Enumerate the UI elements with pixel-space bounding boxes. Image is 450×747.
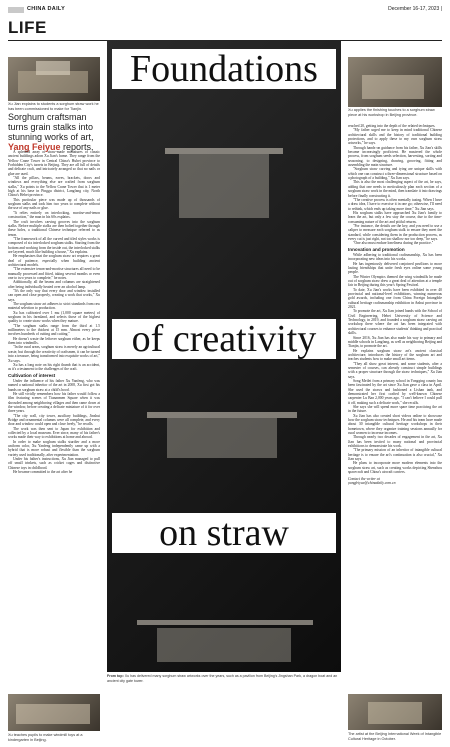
paragraph: Through hands-on guidance from his father, Xu Jian's skills became increasingly proficient. He mastered the whole process, from sorghum seeds selection, harvesting, sorting and seasoning, to designing, drawing, grooving, fitting and assembling the main structure. — [348, 145, 442, 168]
title-word-creativity: of creativity — [112, 319, 336, 359]
paragraph: He became committed to the art after he — [13, 470, 73, 475]
paragraph: In order to make sorghum stalks sturdier and a more uniform color, Xu Yanfeng independently came up with a hybrid that is more robust and flexible than the sorghum variety used traditionally, after experimentation. — [8, 439, 100, 457]
paper-name: CHINA DAILY — [27, 6, 66, 12]
paragraph: "The city wall, city tower, auxiliary buildings, Jinshui Bridge and ornamental columns were all complete, and every door and window could open and close freely," he recalls. — [8, 413, 100, 427]
paragraph: "The creative process is often mentally taxing. When I have a draw idea, I have to exercise it in one go; otherwise, I'll need to rethink, which ends up taking more time," Xu Jian says. — [348, 197, 442, 211]
article-headline — [8, 112, 100, 152]
caption-top-right: Xu applies the finishing touches to a sorghum straw piece at his workshop in Beijing province. — [348, 108, 435, 117]
paragraph: reached 20, getting into the depth of the related techniques. — [348, 124, 436, 128]
photo-kindergarten — [8, 694, 100, 731]
paragraph: To date, Xu Jian's works have been exhibited in over 40 provincial and national-level exhibitions, winning numerous gold awards, including one from China Foreign Intangible cultural heritage craftsmanship exhibition in Anhui province in 2021. — [348, 287, 442, 310]
caption-center-text: Xu has delivered many sorghum straw artworks over the years, such as a pavilion from Beijing's Jingshan Park, a dragon boat and an ancient city gate tower. — [107, 674, 338, 683]
paragraph: "For instance, the details are the key, and you need to use a caliper to measure each sorghum stalk to ensure they meet the standard, while considering them in the production process, as every cut is just right, not too shallow nor too deep," he says. — [348, 223, 442, 241]
caption-bottom-center — [107, 674, 341, 683]
paragraph: Xu Jian has also created short videos online to showcase how the sorghum straw techniques. He and his team have made about 30 intangible cultural heritage workshops in their hometown, where they organize training sessions annually for rural women to increase incomes. — [348, 413, 442, 436]
paragraph: Xu has cultivated over 1 mu (1,000 square meters) of sorghum in his farmland, and selects those of the highest quality to create straw works when they mature. — [8, 310, 100, 324]
paragraph: He emphasizes that the sorghum straw art requires a great deal of patience, especially when building ancient architectural models. — [8, 254, 100, 267]
paragraph: "The framework of all the curved and tiled styles works is composed of six interlocked sorghum stalks. Starting from the bottom and working from the inside out, the interlocked stalks are layered, much like building a house," Xu explains. — [8, 236, 100, 254]
contact-label: Contact the writer at — [348, 476, 380, 481]
paragraph: This is also the most challenging aspect of the art, he says, adding that one needs to meticulously plan each section of a sorghum straw work in the mind, then translate it into drawings before finally constructing it. — [348, 180, 442, 198]
paragraph: "They all show great interest, and some students, after a semester of courses, can already construct simple buildings with a proper structure through the straw techniques," Xu Jian says. — [348, 361, 442, 379]
paragraph: "In the rural areas, sorghum straw is merely an agricultural waste, but through the creativity of craftsmen, it can be turned into a treasure, being transformed into exquisite works of art," Xu says. — [8, 345, 100, 363]
paragraph: "The extensive tenon-and-mortise structures all need to be manually processed and fitted, taking several months or even one to two years to complete," he notes. — [8, 267, 100, 280]
paragraph: He has ingeniously delivered conjoined pavilions to more lasting friendships that unite fresh eyes online some young people. — [348, 261, 442, 275]
title-word-straw: on straw — [112, 513, 336, 553]
section-title: LIFE — [8, 18, 47, 37]
photo-workshop — [348, 57, 442, 107]
paragraph: "It's the only way that every door and window installed can open and close properly, creating a work that works," Xu says. — [8, 289, 100, 302]
paragraph: Through nearly two decades of engagement in the art, Xu Jian has been invited to many national and provincial exhibitions to demonstrate his work. — [348, 435, 442, 449]
paragraph: "The primary mission of an inheritor of intangible cultural heritage is to ensure the art's continuation is also crucial," Xu Jian says. — [348, 448, 442, 462]
paragraph: Song Meilei from a primary school in Yongqing county has been fascinated by the art since Xu Jian gave a class in April. She used the straws and fashioned a Lishan tank, and demonstrated her first crafted by well-known Chinese carpenter Lu Ban 2,000 years ago. "I can't believe I could pull it off, making such a delicate work," she recalls. — [348, 378, 442, 405]
headline-text: Sorghum craftsman turns grain stalks into stunning works of art, — [8, 112, 94, 142]
paragraph: The craft involves carving grooves into the sorghum stalks. Before multiple stalks are then bolted together through these holes, a traditional Chinese technique referred to as tenon. — [8, 219, 100, 237]
paragraph: "My father urged me to keep in mind traditional Chinese architectural skills and the history of traditional building protections, and to apply these to my own sorghum straw artworks," he says. — [348, 128, 442, 146]
paragraph: While adhering to traditional craftsmanship, Xu has been incorporating new ideas into his works. — [348, 252, 442, 262]
photo-classroom — [8, 57, 100, 101]
caption-bottom-left: Xu teaches pupils to make windmill toys at a kindergarten in Beijing. — [8, 733, 83, 742]
caption-bottom-right: The artist at the Beijing International Week of Intangible Cultural Heritage in October. — [348, 732, 442, 741]
paragraph: This particular piece was made up of thousands of sorghum stalks and took him two years to complete without the use of any nails or glue. — [8, 197, 100, 211]
paragraph: Under the influence of his father Xu Yanfeng, who was named a national inheritor of the art in 2008, Xu first got his hands on sorghum straw at a child's hood. — [8, 378, 100, 392]
paragraph: His sorghum stalks have approached Xu Jian's family to learn the art, but only a few stay the course, due to the time-consuming nature of the art and pitiful returns. — [348, 210, 442, 224]
newspaper-logo — [8, 7, 24, 13]
article-column-right — [348, 124, 442, 692]
paragraph: A splendid array of straw-made miniatures of classic ancient buildings adorn Xu Jian's home. They range from the Yellow Crane Tower in Central China's Hubei province to Forbidden City's turrets in Beijing. They are all full of details and delicate craft, and intricately arranged so that no nails or glue are used. — [8, 150, 100, 176]
caption-label: From top: — [107, 674, 124, 678]
dateline: December 16-17, 2023 | — [388, 6, 442, 12]
paragraph: To promote the art, Xu Jian joined hands with the School of Civil Engineering, Hebei University of Science and Technology, in 2019, and founded a sorghum straw carving art workshop there where the art has been integrated with architectural courses to enhance students' thinking and practical skills. — [348, 309, 442, 336]
paragraph: The work was then sent to Japan for exhibition and collected by a local museum. Ever since, many of his father's works made their way to exhibitions at home and abroad. — [8, 426, 100, 440]
paragraph: "It relies entirely on interlocking, mortise-and-tenon construction," the man in his 60s explains. — [8, 210, 100, 220]
paragraph: The sorghum straw art adheres to strict standards from raw material selection to production. — [8, 302, 100, 311]
paragraph: "One also must endure loneliness during the practice." — [353, 241, 434, 246]
paragraph: Additionally, all the beams and columns are straightened after being individually heated over an alcohol lamp. — [8, 280, 100, 289]
paragraph: "All the pillars, beams, eaves, brackets, doors and windows and everything else are crafted from sorghum stalks," Xu points to the Yellow Crane Tower that is 1 meter high at his base in Pinggu district, Langfang city, North China's Hebei province. — [8, 176, 100, 198]
paragraph: He explains sorghum straw art's ancient classical architecture, introduces the history of the sorghum art and teaches students how to make small art items. — [348, 348, 442, 362]
paragraph: Since 2016, Xu Jian has also made his way to primary and middle schools in Langfang, as well as neighboring Beijing and Tianjin, to promote the art. — [348, 335, 442, 349]
byline: Yang Feiyue — [8, 142, 61, 152]
paragraph: He still vividly remembers how his father would follow a film featuring scenes of Tiananmen Square when it was shrouded among neighboring villages and then came down at the window, before creating a delicate miniature of it for over three years. — [8, 391, 100, 414]
photo-artist-expo — [348, 694, 442, 730]
masthead — [8, 4, 442, 16]
headline-suffix: reports. — [63, 142, 94, 152]
subhead-innovation: Innovation and promotion — [348, 246, 405, 252]
caption-top-left: Xu Jian explains to students a sorghum straw work he has been commissioned to make for Tianjin. — [8, 102, 99, 111]
paragraph: She says she will spend more spare time practicing the art in the future. — [348, 405, 442, 414]
paragraph: "The sorghum stalks range from the third at 1.5 millimeters to the thickest at 15 mm. Almost every piece involves hundreds of cutting and cutting." — [8, 323, 100, 337]
paragraph: Xu has a long note on his right thumb that is an accident, as it's a testament to the challenges of the craft. — [8, 362, 100, 372]
paragraph: The Winter Olympics themed the wing windmills he made out of sorghum straw drew a great deal of attention at a temple fair in Beijing during this year's Spring Festival. — [348, 274, 442, 288]
subhead-cultivation: Cultivation of interest — [8, 372, 56, 378]
title-word-foundations: Foundations — [112, 49, 336, 89]
article-column-left — [8, 150, 100, 690]
paragraph: Under his father's instructions, Xu Jian managed to pull off small trinkets, such as cricket cages and distinctive Chinese toys in childhood. — [8, 457, 100, 470]
paragraph: "Sorghum straw carving and tying are unique skills with which one can construct a three-dimensional structure based on a photograph of a building," Xu Jian says. — [348, 167, 442, 181]
paragraph: He doesn't waste the leftover sorghum either, as he keeps them into windmills. — [8, 336, 100, 346]
paragraph: He plans to incorporate more modern elements into the sorghum straw art, such as creating works depicting Shenzhou spacecraft and China's aircraft carriers. — [348, 461, 442, 475]
contact-email[interactable]: yangfeiyue@chinadaily.com.cn — [348, 480, 396, 485]
